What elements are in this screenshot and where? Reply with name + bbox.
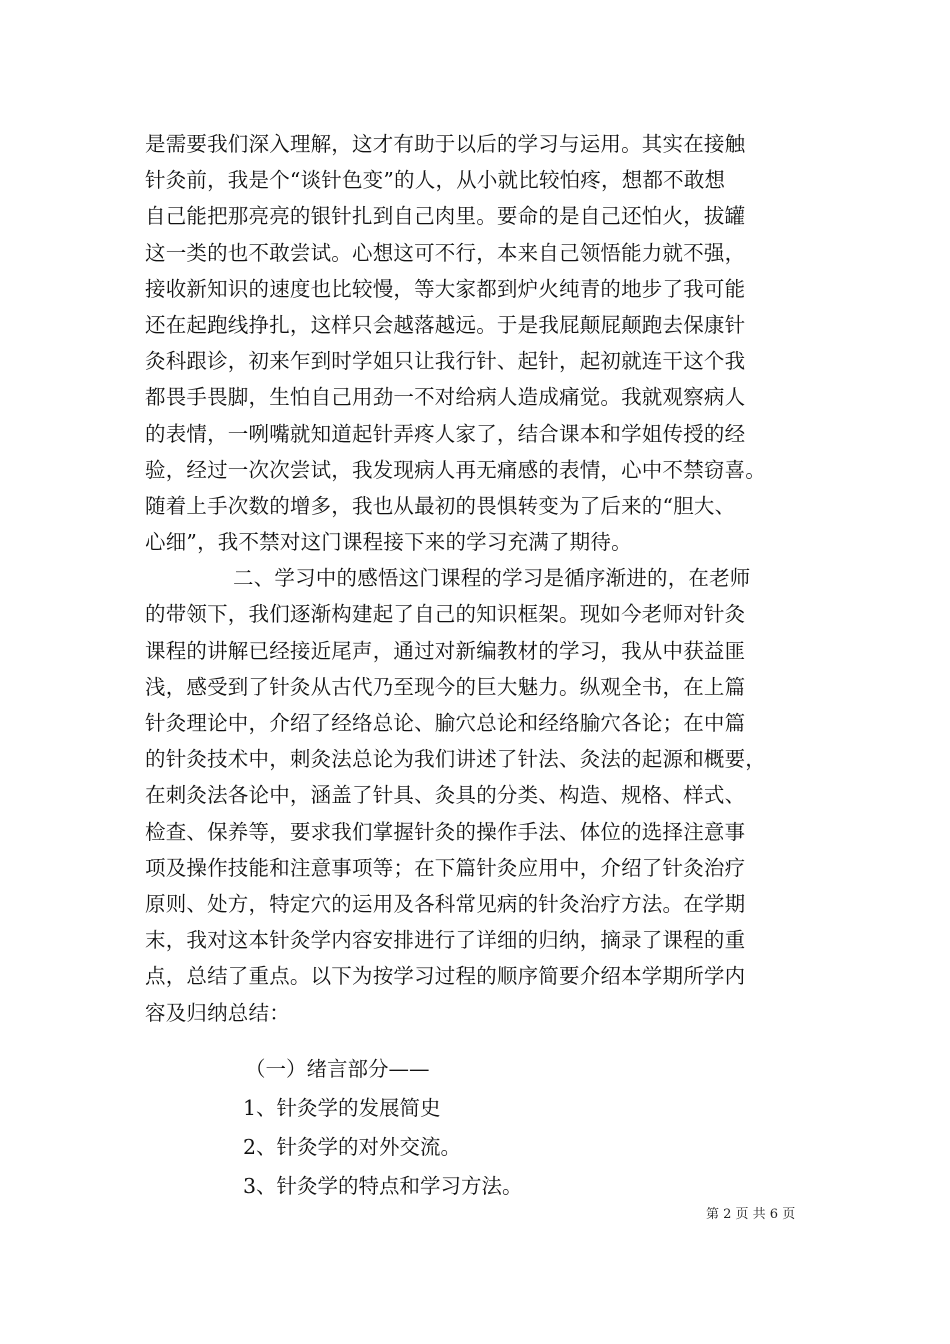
body-line: 灸科跟诊，初来乍到时学姐只让我行针、起针，起初就连干这个我 [145,349,746,374]
outline-heading: （一）绪言部分—— [245,1057,430,1081]
body-line: 心细”，我不禁对这门课程接下来的学习充满了期待。 [145,530,632,555]
body-text [145,126,825,1031]
body-line: 这一类的也不敢尝试。心想这可不行，本来自己领悟能力就不强， [145,240,746,265]
body-line: 针灸理论中，介绍了经络总论、腧穴总论和经络腧穴各论；在中篇 [145,711,746,735]
outline-item: 2、针灸学的对外交流。 [243,1135,462,1159]
body-line: 的针灸技术中，刺灸法总论为我们讲述了针法、灸法的起源和概要， [145,747,766,772]
body-line: 是需要我们深入理解，这才有助于以后的学习与运用。其实在接触 [145,132,746,156]
body-line: 还在起跑线挣扎，这样只会越落越远。于是我屁颠屁颠跑去保康针 [145,312,746,337]
body-line: 都畏手畏脚，生怕自己用劲一不对给病人造成痛觉。我就观察病人 [145,385,746,410]
outline-list [145,1050,825,1206]
body-line: 浅，感受到了针灸从古代乃至现今的巨大魅力。纵观全书，在上篇 [145,674,746,699]
body-line: 的表情，一咧嘴就知道起针弄疼人家了，结合课本和学姐传授的经 [145,421,746,446]
body-line: 课程的讲解已经接近尾声，通过对新编教材的学习，我从中获益匪 [145,638,746,663]
body-line: 验，经过一次次尝试，我发现病人再无痛感的表情，心中不禁窃喜。 [145,457,766,482]
outline-item: 1、针灸学的发展简史 [243,1096,441,1120]
body-line: 自己能把那亮亮的银针扎到自己肉里。要命的是自己还怕火，拔罐 [145,204,746,229]
body-line: 在刺灸法各论中，涵盖了针具、灸具的分类、构造、规格、样式、 [145,783,746,808]
body-line: 的带领下，我们逐渐构建起了自己的知识框架。现如今老师对针灸 [145,602,746,627]
page-number: 第 2 页 共 6 页 [706,1207,796,1222]
body-line: 末，我对这本针灸学内容安排进行了详细的归纳，摘录了课程的重 [145,928,746,953]
outline-item: 3、针灸学的特点和学习方法。 [243,1174,523,1198]
body-line: 接收新知识的速度也比较慢，等大家都到炉火纯青的地步了我可能 [145,276,746,301]
body-line: 容及归纳总结： [145,1000,290,1025]
body-line: 原则、处方，特定穴的运用及各科常见病的针灸治疗方法。在学期 [145,891,746,916]
body-line: 针灸前，我是个“谈针色变”的人，从小就比较怕疼，想都不敢想 [145,168,726,193]
body-line: 项及操作技能和注意事项等；在下篇针灸应用中，介绍了针灸治疗 [145,855,746,880]
body-line: 随着上手次数的增多，我也从最初的畏惧转变为了后来的“胆大、 [145,493,736,518]
body-line: 检查、保养等，要求我们掌握针灸的操作手法、体位的选择注意事 [145,819,746,844]
section-heading-line: 二、学习中的感悟这门课程的学习是循序渐进的，在老师 [233,566,751,591]
body-line: 点，总结了重点。以下为按学习过程的顺序简要介绍本学期所学内 [145,964,746,989]
